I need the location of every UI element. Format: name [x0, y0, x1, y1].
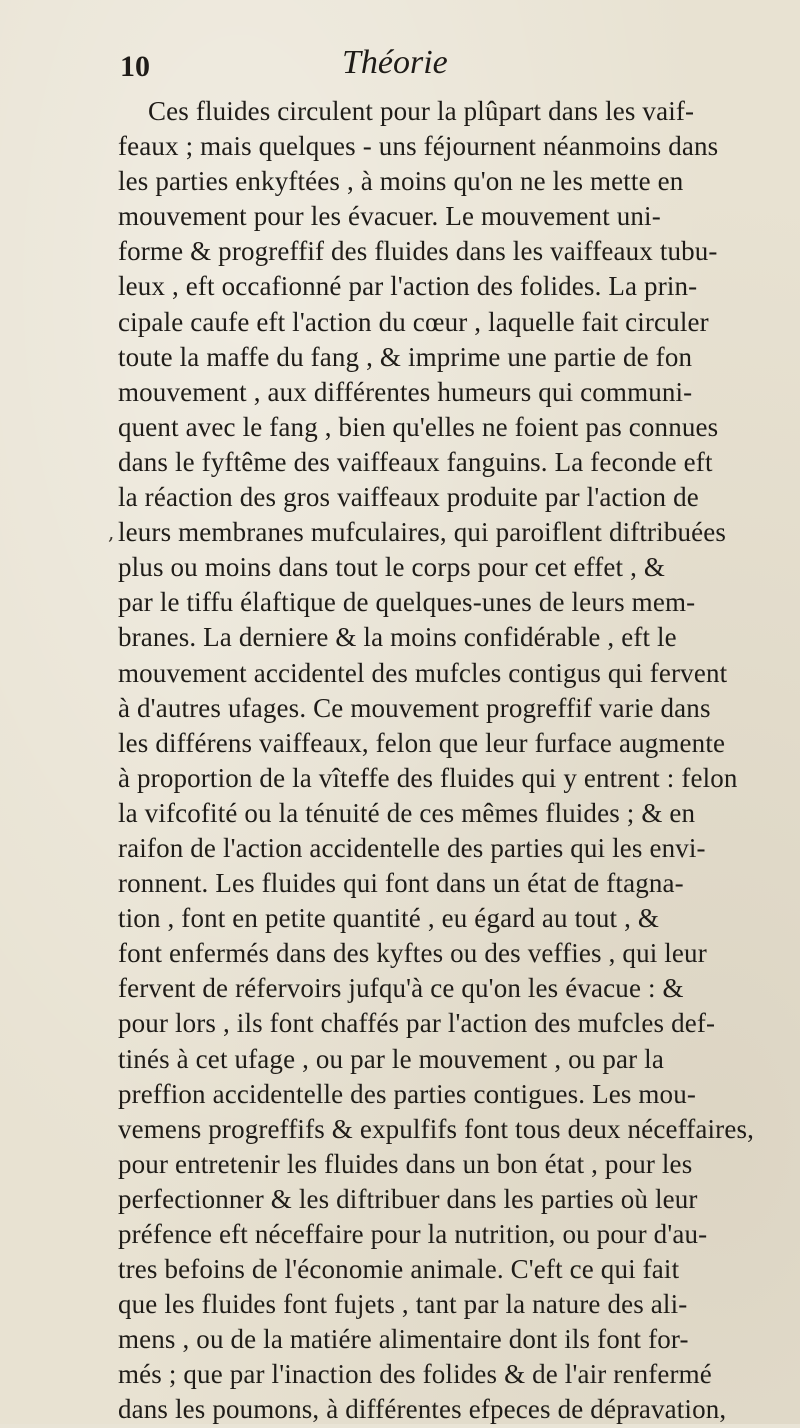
text-line: les parties enkyftées , à moins qu'on ne les mette en — [118, 166, 684, 197]
text-line: tres befoins de l'économie animale. C'eft ce qui fait — [118, 1254, 680, 1285]
text-line: dans le fyftême des vaiffeaux fanguins. La feconde eft — [118, 446, 713, 477]
text-line: à d'autres ufages. Ce mouvement progreffif varie dans — [118, 692, 711, 723]
text-line: mouvement , aux différentes humeurs qui communi- — [118, 376, 693, 407]
text-line: plus ou moins dans tout le corps pour cet effet , & — [118, 552, 666, 583]
text-line: cipale caufe eft l'action du cœur , laquelle fait circuler — [118, 306, 709, 337]
text-line: à proportion de la vîteffe des fluides qui y entrent : felon — [118, 762, 738, 793]
text-line: vemens progreffifs & expulfifs font tous deux néceffaires, — [118, 1113, 755, 1144]
text-line: quent avec le fang , bien qu'elles ne foient pas connues — [118, 411, 719, 442]
text-line: les différens vaiffeaux, felon que leur furface augmente — [118, 727, 726, 758]
text-line: par le tiffu élaftique de quelques-unes de leurs mem- — [118, 587, 696, 618]
text-line: leux , eft occafionné par l'action des folides. La prin- — [118, 271, 698, 302]
text-line: leurs membranes mufculaires, qui paroiflent diftribuées — [118, 517, 727, 548]
text-line: que les fluides font fujets , tant par la nature des ali- — [118, 1289, 688, 1320]
text-line: Ces fluides circulent pour la plûpart dans les vaif- — [148, 96, 695, 126]
body-text — [118, 94, 798, 1428]
text-line: ronnent. Les fluides qui font dans un état de ftagna- — [118, 868, 684, 899]
page-number: 10 — [120, 50, 150, 83]
text-line: mens , ou de la matiére alimentaire dont ils font for- — [118, 1324, 689, 1355]
running-head: Théorie — [342, 44, 448, 81]
text-line: raifon de l'action accidentelle des parties qui les envi- — [118, 832, 706, 863]
text-line: la vifcofité ou la ténuité de ces mêmes fluides ; & en — [118, 797, 696, 828]
text-line: feaux ; mais quelques - uns féjournent néanmoins dans — [118, 131, 719, 162]
text-line: font enfermés dans des kyftes ou des veffies , qui leur — [118, 938, 707, 969]
text-line: dans les poumons, à différentes efpeces de dépravation, — [118, 1394, 727, 1425]
text-line: tinés à cet ufage , ou par le mouvement , ou par la — [118, 1043, 664, 1074]
text-line: forme & progreffif des fluides dans les vaiffeaux tubu- — [118, 236, 718, 267]
text-line: fervent de réfervoirs jufqu'à ce qu'on les évacue : & — [118, 973, 684, 1004]
text-line: perfectionner & les diftribuer dans les parties où leur — [118, 1183, 698, 1214]
text-line: tion , font en petite quantité , eu égard au tout , & — [118, 903, 660, 934]
text-line: pour entretenir les fluides dans un bon état , pour les — [118, 1148, 693, 1179]
text-line: la réaction des gros vaiffeaux produite par l'action de — [118, 482, 699, 513]
text-line: mouvement accidentel des mufcles contigus qui fervent — [118, 657, 728, 688]
margin-mark: , — [108, 520, 115, 544]
text-line: més ; que par l'inaction des folides & de l'air renfermé — [118, 1359, 712, 1390]
page-header — [120, 44, 760, 90]
text-line: preffion accidentelle des parties contigues. Les mou- — [118, 1078, 696, 1109]
text-line: pour lors , ils font chaffés par l'action des mufcles def- — [118, 1008, 716, 1039]
text-line: branes. La derniere & la moins confidérable , eft le — [118, 622, 677, 653]
text-line: toute la maffe du fang , & imprime une partie de fon — [118, 341, 693, 372]
text-line: préfence eft néceffaire pour la nutrition, ou pour d'au- — [118, 1219, 708, 1249]
text-line: mouvement pour les évacuer. Le mouvement uni- — [118, 201, 661, 232]
